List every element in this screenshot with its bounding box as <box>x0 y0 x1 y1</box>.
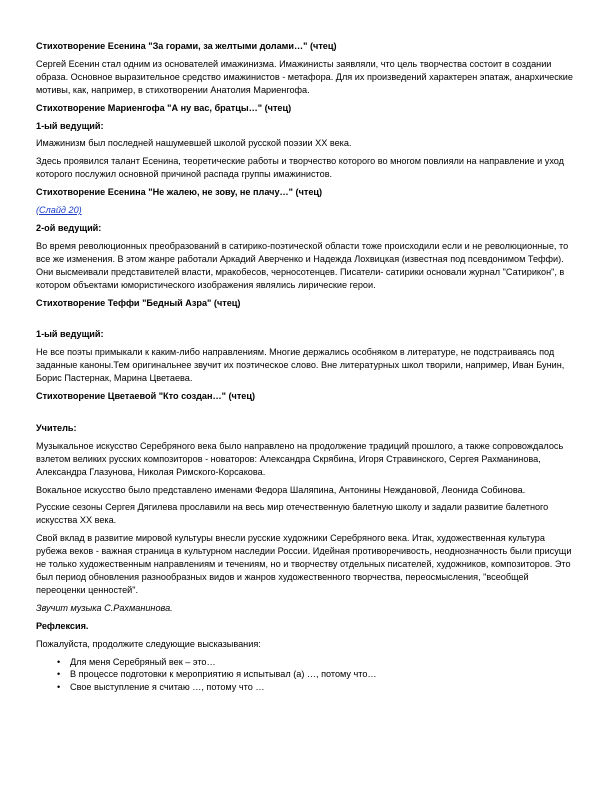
paragraph: Имажинизм был последней нашумевшей школой русской поэзии XX века. <box>36 138 352 149</box>
spacer <box>36 408 576 422</box>
slide-link <box>36 204 576 217</box>
paragraph: Свой вклад в развитие мировой культуры внесли русские художники Серебряного века. Итак, художественная культура рубежа веков - важная страница в культурном наследии России. Идейная противоречивость, неоднозначность были присущи не только художественным направлениям и течениям, но и творчеству отдельных писателей, художников, композиторов. Это был период обновления разнообразных видов и жанров художественного творчества, переосмысления, "всеобщей переоценки ценностей". <box>36 533 572 595</box>
section-heading: Стихотворение Есенина "Не жалею, не зову, не плачу…" (чтец) <box>36 187 323 198</box>
section-heading: Стихотворение Мариенгофа "А ну вас, братцы…" (чтец) <box>36 102 292 113</box>
section-heading: Рефлексия. <box>36 620 89 631</box>
slide-20-link[interactable]: (Слайд 20) <box>36 205 82 216</box>
spacer <box>36 314 576 328</box>
paragraph: Русские сезоны Сергея Дягилева прославили на весь мир отечественную балетную школу и задали развитие балетного искусства XX века. <box>36 502 549 526</box>
list-item: • Для меня Серебряный век – это… <box>70 656 576 669</box>
section-heading: Стихотворение Теффи "Бедный Азра" (чтец) <box>36 297 241 308</box>
list-item: • Свое выступление я считаю …, потому что … <box>70 681 576 694</box>
paragraph: Пожалуйста, продолжите следующие высказывания: <box>36 638 261 649</box>
paragraph: Не все поэты примыкали к каким-либо направлениям. Многие держались особняком в литературе, не подстраиваясь под заданные каноны.Тем оригинальнее звучит их поэтическое слово. Вне литературных школ творили, например, Иван Бунин, Борис Пастернак, Марина Цветаева. <box>36 347 565 384</box>
paragraph: Во время революционных преобразований в сатирико-поэтической области тоже происходили если и не революционные, то все же изменения. В этом жанре работали Аркадий Аверченко и Надежда Лохвицкая (известная под псевдонимом Теффи). Они высмеивали представителей власти, мракобесов, черносотенцев. Писатели- сатирики основали журнал "Сатирикон", в котором объектами юмористического изображения являлись лирические герои. <box>36 240 569 290</box>
section-heading: Стихотворение Есенина "За горами, за желтыми долами…" (чтец) <box>36 41 337 51</box>
list-item: • В процессе подготовки к мероприятию я испытывал (а) …, потому что… <box>70 668 576 681</box>
paragraph: Сергей Есенин стал одним из основателей имажинизма. Имажинисты заявляли, что цель творчества состоит в создании образа. Основное выразительное средство имажинистов - метафора. Для их произведений характерен эпатаж, анархические мотивы, как, например, в стихотворении Анатолия Мариенгофа. <box>36 58 573 95</box>
paragraph: Здесь проявился талант Есенина, теоретические работы и творчество которого во многом повлияли на направление и уход которого послужил основной причиной распада группы имажинистов. <box>36 156 564 180</box>
paragraph: Музыкальное искусство Серебряного века было направлено на продолжение традиций прошлого, а также сопровождалось взлетом великих русских композиторов - новаторов: Александра Скрябина, Игоря Стравинского, Сергея Рахманинова, Александра Глазунова, Николая Римского-Корсакова. <box>36 440 564 477</box>
paragraph: Вокальное искусство было представлено именами Федора Шаляпина, Антонины Неждановой, Леонида Собинова. <box>36 484 526 495</box>
section-heading: Учитель: <box>36 422 77 433</box>
section-heading: 1-ый ведущий: <box>36 120 104 131</box>
section-heading: 2-ой ведущий: <box>36 222 102 233</box>
section-heading: Стихотворение Цветаевой "Кто создан…" (чтец) <box>36 391 256 402</box>
bullet-list <box>36 656 576 695</box>
italic-note: Звучит музыка С.Рахманинова. <box>36 602 173 613</box>
section-heading: 1-ый ведущий: <box>36 329 104 340</box>
